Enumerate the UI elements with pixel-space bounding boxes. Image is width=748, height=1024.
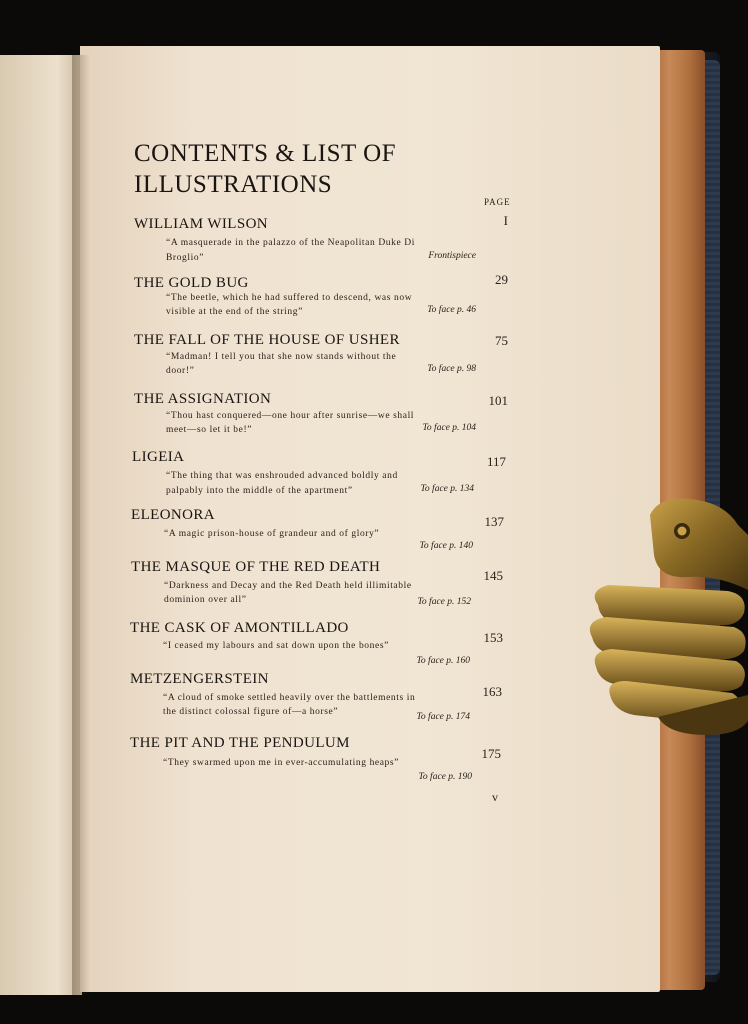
entry-facing-page: Frontispiece (428, 251, 476, 261)
entry-page-number: 137 (484, 514, 504, 529)
page-folio: v (492, 790, 498, 804)
entry-facing-page: To face p. 190 (418, 772, 472, 782)
entry-facing-page: To face p. 46 (427, 305, 476, 315)
entry-title: THE FALL OF THE HOUSE OF USHER (134, 332, 400, 348)
entry-quote-line: “The thing that was enshrouded advanced boldly and (166, 471, 398, 481)
entry-page-number: 117 (486, 454, 506, 469)
entry-title: THE MASQUE OF THE RED DEATH (131, 559, 381, 575)
entry-quote-line: “Darkness and Decay and the Red Death held illimitable (164, 581, 412, 591)
entry-title: THE PIT AND THE PENDULUM (130, 735, 350, 751)
entry-quote-line: “A masquerade in the palazzo of the Neapolitan Duke Di (166, 238, 415, 248)
brass-hand-bookholder (588, 495, 748, 740)
entry-facing-page: To face p. 134 (420, 484, 474, 494)
page-column-label: PAGE (484, 197, 511, 207)
entry-page-number: 175 (481, 746, 501, 761)
heading-line-2: ILLUSTRATIONS (134, 171, 333, 198)
entry-facing-page: To face p. 160 (416, 656, 470, 666)
entry-title: LIGEIA (132, 449, 185, 465)
entry-quote-line: “Madman! I tell you that she now stands without the (166, 352, 397, 362)
entry-title: THE ASSIGNATION (134, 391, 272, 407)
entry-page-number: 101 (488, 393, 508, 408)
entry-page-number: 163 (482, 684, 502, 699)
entry-page-number: 145 (483, 568, 503, 583)
entry-page-number: 75 (495, 333, 508, 348)
entry-title: THE GOLD BUG (134, 275, 249, 291)
entry-title: WILLIAM WILSON (134, 216, 269, 232)
entry-quote-line: Broglio” (166, 253, 205, 263)
heading-line-1: CONTENTS & LIST OF (134, 140, 397, 167)
entry-quote-line: palpably into the middle of the apartment” (166, 486, 353, 496)
entry-title: METZENGERSTEIN (130, 671, 269, 687)
entry-quote-line: “They swarmed upon me in ever-accumulating heaps” (163, 758, 400, 768)
entry-quote-line: “A cloud of smoke settled heavily over the battlements in (163, 693, 416, 703)
left-page (0, 55, 82, 995)
entry-quote-line: door!” (166, 366, 195, 376)
entry-quote-line: visible at the end of the string” (166, 307, 303, 317)
entry-quote-line: “Thou hast conquered—one hour after sunrise—we shall (166, 411, 415, 421)
entry-title: THE CASK OF AMONTILLADO (130, 620, 349, 636)
entry-quote-line: “The beetle, which he had suffered to descend, was now (166, 293, 413, 303)
entry-quote-line: “I ceased my labours and sat down upon the bones” (163, 641, 389, 651)
entry-facing-page: To face p. 174 (416, 712, 470, 722)
entry-page-number: 153 (483, 630, 503, 645)
entry-quote-line: the distinct colossal figure of—a horse” (163, 707, 339, 717)
entry-facing-page: To face p. 98 (427, 364, 476, 374)
entry-facing-page: To face p. 140 (419, 541, 473, 551)
entry-facing-page: To face p. 104 (422, 423, 476, 433)
contents-heading (134, 138, 396, 200)
entry-page-number: I (503, 213, 508, 228)
entry-quote-line: “A magic prison-house of grandeur and of glory” (164, 529, 380, 539)
entry-quote-line: dominion over all” (164, 595, 247, 605)
entry-quote-line: meet—so let it be!” (166, 425, 253, 435)
book-gutter (72, 55, 90, 995)
entry-page-number: 29 (495, 272, 508, 287)
entry-title: ELEONORA (131, 507, 216, 523)
entry-facing-page: To face p. 152 (417, 597, 471, 607)
